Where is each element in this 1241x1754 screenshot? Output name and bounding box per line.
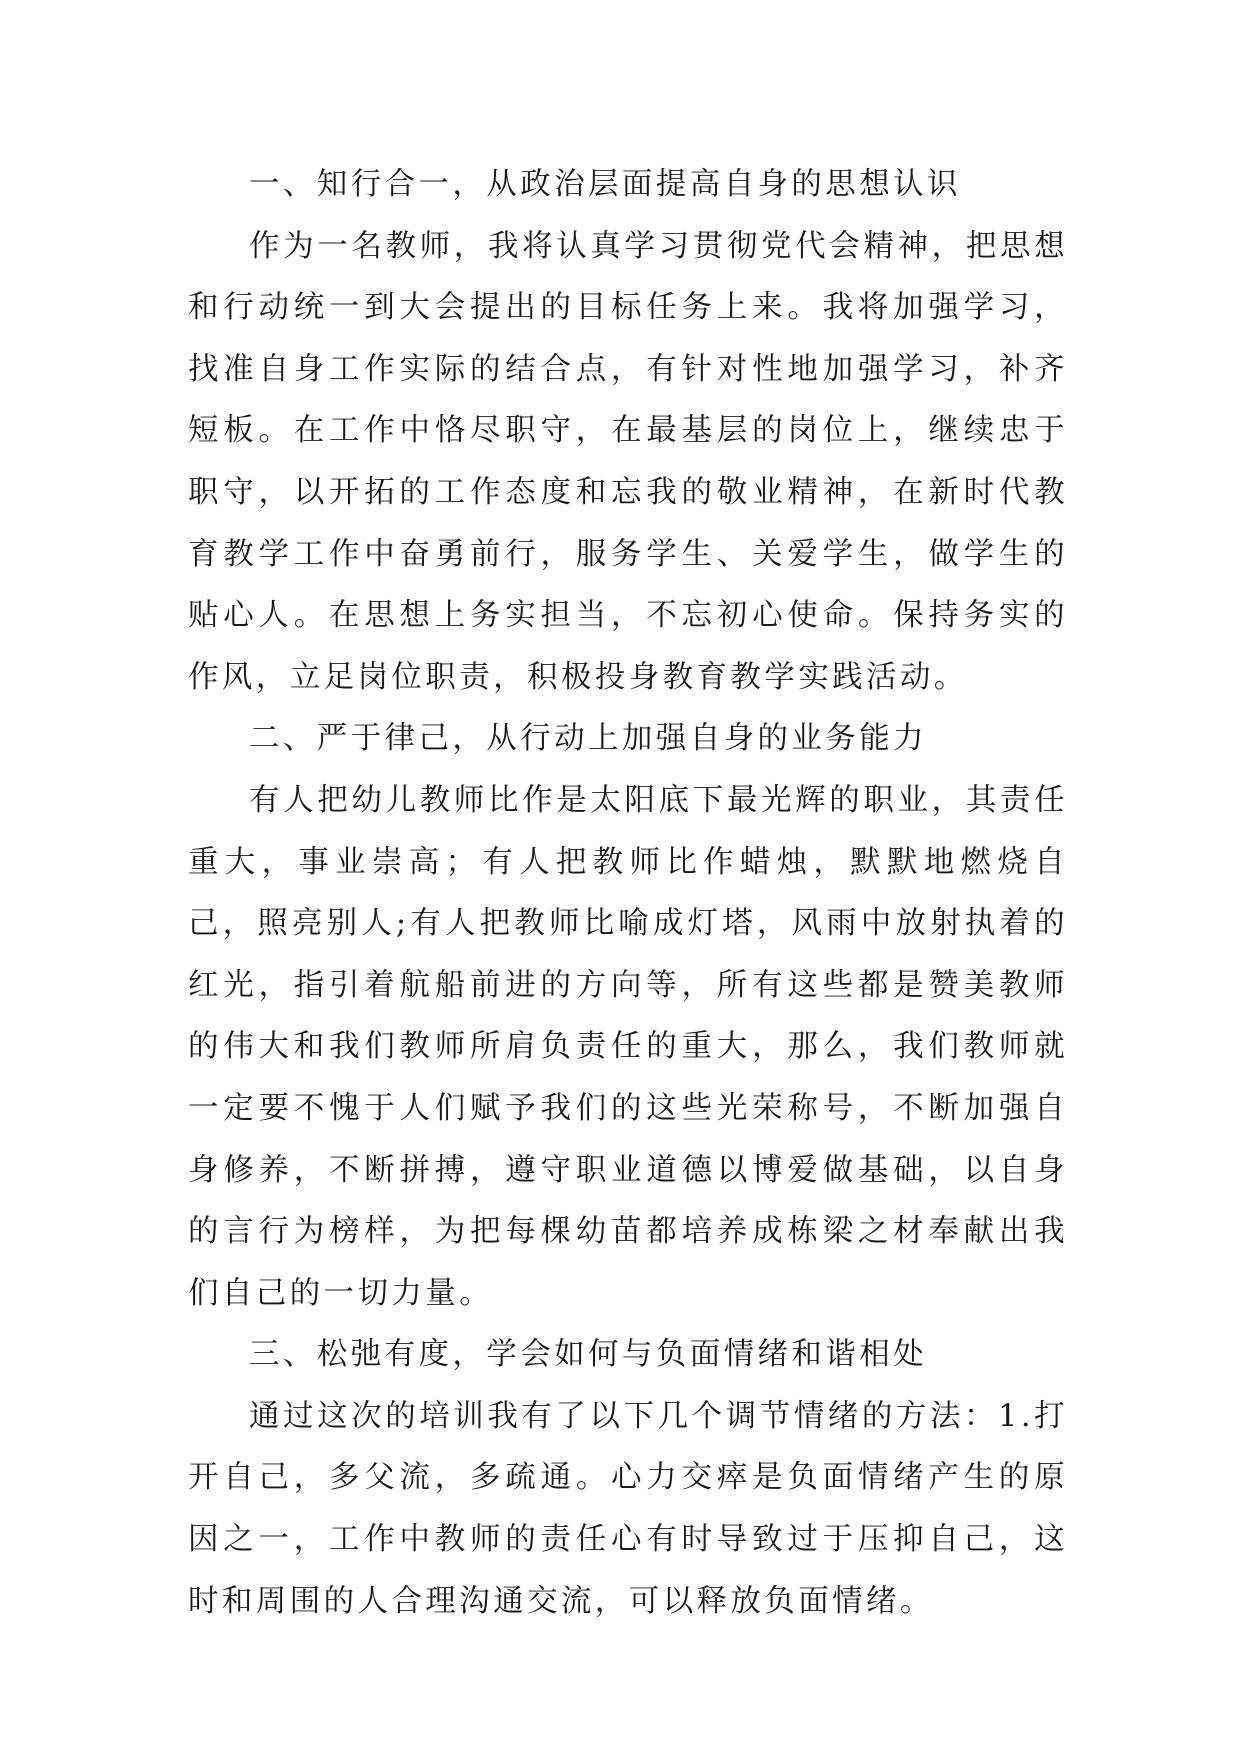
- section-paragraph-1: 作为一名教师，我将认真学习贯彻党代会精神，把思想和行动统一到大会提出的目标任务上来。我将加强学习，找准自身工作实际的结合点，有针对性地加强学习，补齐短板。在工作中恪尽职守，在最基层的岗位上，继续忠于职守，以开拓的工作态度和忘我的敬业精神，在新时代教育教学工作中奋勇前行，服务学生、关爱学生，做学生的贴心人。在思想上务实担当，不忘初心使命。保持务实的作风，立足岗位职责，积极投身教育教学实践活动。: [188, 228, 1068, 695]
- section-paragraph-3: 通过这次的培训我有了以下几个调节情绪的方法：1.打开自己，多父流，多疏通。心力交瘁是负面情绪产生的原因之一，工作中教师的责任心有时导致过于压抑自己，这时和周围的人合理沟通交流，可以释放负面情绪。: [188, 1398, 1068, 1619]
- section-heading-3: 三、松弛有度，学会如何与负面情绪和谐相处: [249, 1337, 927, 1373]
- document-body: [188, 154, 1068, 1632]
- section-heading-1: 一、知行合一，从政治层面提高自身的思想认识: [249, 167, 961, 202]
- section-heading-2: 二、严于律己，从行动上加强自身的业务能力: [249, 721, 927, 757]
- section-paragraph-2: 有人把幼儿教师比作是太阳底下最光辉的职业，其责任重大，事业崇高；有人把教师比作蜡烛，默默地燃烧自己，照亮别人;有人把教师比喻成灯塔，风雨中放射执着的红光，指引着航船前进的方向等，所有这些都是赞美教师的伟大和我们教师所肩负责任的重大，那么，我们教师就一定要不愧于人们赋予我们的这些光荣称号，不断加强自身修养，不断拼搏，遵守职业道德以博爱做基础，以自身的言行为榜样，为把每棵幼苗都培养成栋梁之材奉献出我们自己的一切力量。: [188, 782, 1068, 1311]
